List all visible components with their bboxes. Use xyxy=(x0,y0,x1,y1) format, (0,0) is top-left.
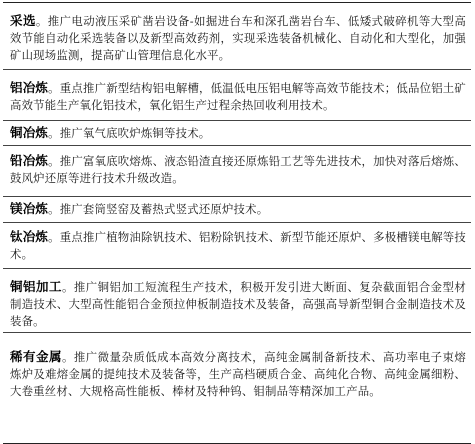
row-text xyxy=(10,228,466,263)
table-row xyxy=(3,268,471,332)
row-text xyxy=(10,200,466,218)
row-body: 。推广电动液压采矿凿岩设备-如掘进台车和深孔凿岩台车、低矮式破碎机等大型高效节能自动化采选装备以及新型高效药剂，实现采选装备机械化、自动化和大型化，加强矿山现场监测，提高矿山管理信息化水平。 xyxy=(10,14,466,63)
row-body: 。重点推广新型结构铝电解槽，低温低电压铝电解等高效节能技术；低品位铝土矿高效节能生产氧化铝技术，氧化铝生产过程余热回收利用技术。 xyxy=(10,81,466,113)
row-body: 。推广氧气底吹炉炼铜等技术。 xyxy=(48,126,211,140)
row-body: 。重点推广植物油除钒技术、铝粉除钒技术、新型节能还原炉、多极槽镁电解等技术。 xyxy=(10,230,466,262)
row-body: 。推广套筒竖窑及蓄热式竖式还原炉技术。 xyxy=(48,202,269,216)
row-label: 铅冶炼 xyxy=(10,153,49,168)
row-label: 稀有金属 xyxy=(10,349,62,364)
table-row xyxy=(3,196,471,222)
row-label: 采选 xyxy=(10,13,36,28)
row-body: 。推广微量杂质低成本高效分离技术，高纯金属制备新技术、高功率电子束熔炼炉及难熔金属的提纯技术及装备等，生产高档硬质合金、高纯化合物、高纯金属细粉、大卷重丝材、大规格高性能板、棒材及特种钨、钼制品等精深加工产品。 xyxy=(10,350,466,399)
table-row xyxy=(3,145,471,196)
row-label: 镁冶炼 xyxy=(10,201,49,216)
row-label: 铜铝加工 xyxy=(10,279,62,294)
table-row xyxy=(3,222,471,268)
row-label: 铜冶炼 xyxy=(10,125,49,140)
row-text xyxy=(10,124,466,142)
row-text xyxy=(10,348,466,401)
table-row xyxy=(3,332,471,443)
row-body: 。推广铜铝加工短流程生产技术，积极开发引进大断面、复杂截面铝合金型材制造技术、大型高性能铝合金预拉伸板制造技术及装备，高强高导新型铜合金制造技术及装备。 xyxy=(10,280,466,329)
table-row xyxy=(3,69,471,120)
table-row xyxy=(3,3,471,69)
table-row xyxy=(3,120,471,145)
row-label: 钛冶炼 xyxy=(10,229,49,244)
row-label: 铝冶炼 xyxy=(10,80,49,95)
row-text xyxy=(10,79,466,114)
row-body: 。推广富氧底吹熔炼、液态铅渣直接还原炼铅工艺等先进技术，加快对落后熔炼、鼓风炉还原等进行技术升级改造。 xyxy=(10,154,466,186)
row-text xyxy=(10,278,466,331)
row-text xyxy=(10,12,466,65)
technology-table xyxy=(3,2,471,444)
row-text xyxy=(10,152,466,187)
